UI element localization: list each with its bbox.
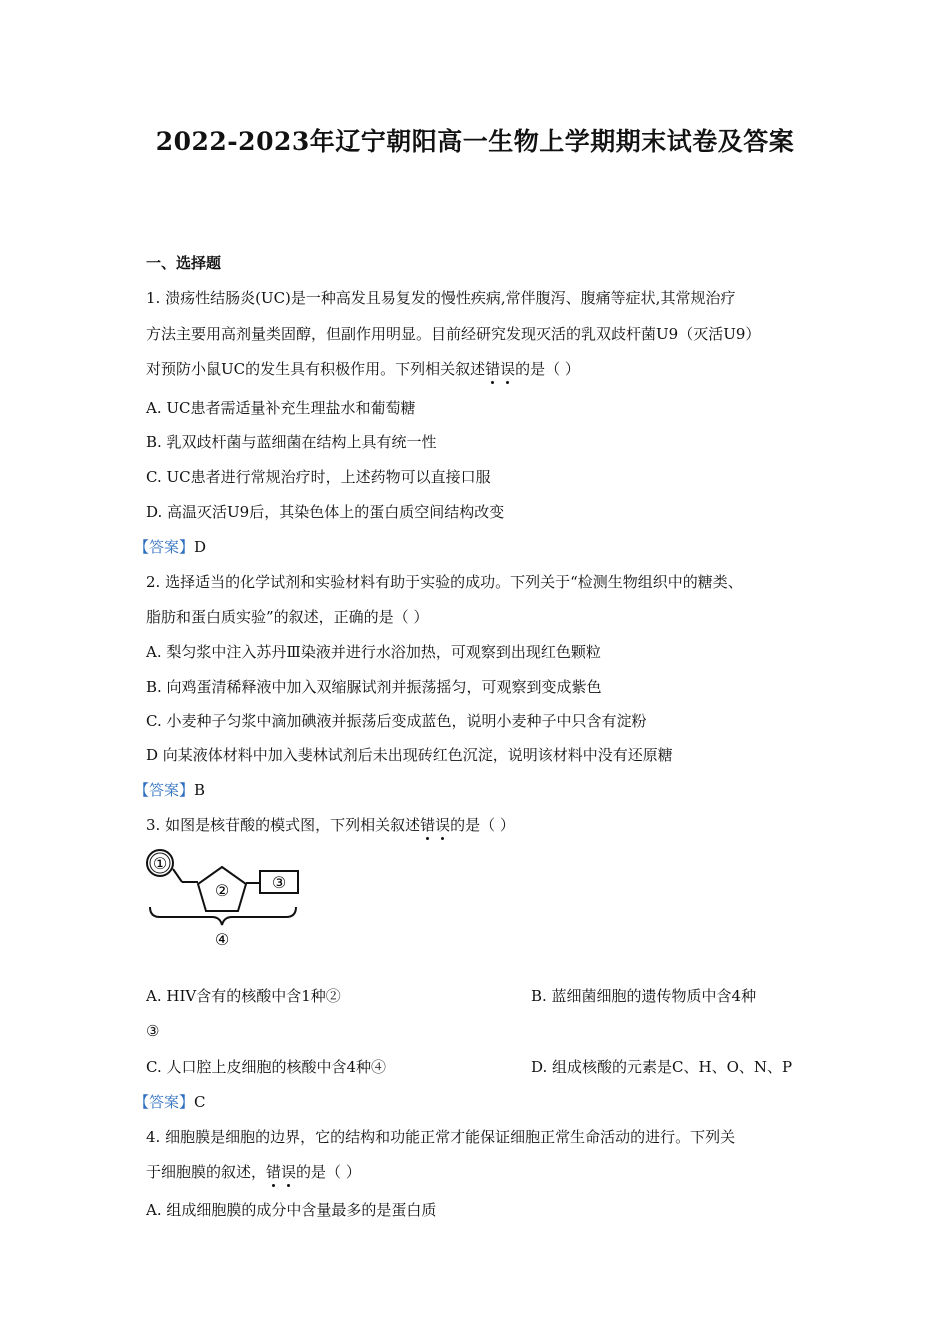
emphasis-dot-char: 误	[435, 816, 451, 834]
q3-stem-text: 3. 如图是核苷酸的模式图，下列相关叙述	[146, 816, 421, 834]
q4-option-a: A. 组成细胞膜的成分中含量最多的是蛋白质	[146, 1201, 437, 1219]
q4-stem-line1: 4. 细胞膜是细胞的边界，它的结构和功能正常才能保证细胞正常生命活动的进行。下列关	[146, 1128, 736, 1146]
answer-value: B	[194, 781, 206, 799]
emphasis-dot-char: 错	[485, 360, 501, 378]
q3-option-b: B. 蓝细菌细胞的遗传物质中含4种	[531, 987, 757, 1005]
bond-line-1	[173, 869, 182, 882]
label-3: ③	[271, 873, 287, 892]
q1-option-d: D. 高温灭活U9后，其染色体上的蛋白质空间结构改变	[146, 503, 505, 521]
label-1: ①	[152, 854, 168, 873]
q1-stem-text: 对预防小鼠UC的发生具有积极作用。下列相关叙述	[146, 360, 486, 378]
q3-option-d: D. 组成核酸的元素是C、H、O、N、P	[531, 1058, 793, 1076]
q4-stem-bracket: 的是（ ）	[296, 1163, 361, 1181]
answer-label: 【答案】	[134, 538, 195, 556]
answer-label: 【答案】	[134, 781, 195, 799]
label-2: ②	[214, 881, 230, 900]
q1-answer	[134, 537, 206, 557]
brace	[150, 907, 296, 925]
q4-stem-text: 于细胞膜的叙述，	[146, 1163, 267, 1181]
q1-stem-bracket: 的是（ ）	[515, 360, 580, 378]
q2-stem-line1: 2. 选择适当的化学试剂和实验材料有助于实验的成功。下列关于“检测生物组织中的糖类、	[146, 573, 743, 591]
emphasis-dot-char: 误	[281, 1163, 297, 1181]
q2-option-d: D 向某液体材料中加入斐林试剂后未出现砖红色沉淀，说明该材料中没有还原糖	[146, 746, 673, 764]
q1-stem-line2: 方法主要用高剂量类固醇，但副作用明显。目前经研究发现灭活的乳双歧杆菌U9（灭活U9）	[146, 325, 761, 343]
q3-option-a: A. HIV含有的核酸中含1种②	[146, 987, 341, 1005]
q1-stem-line1: 1. 溃疡性结肠炎(UC)是一种高发且易复发的慢性疾病,常伴腹泻、腹痛等症状,其常规治疗	[146, 289, 736, 307]
q2-option-b: B. 向鸡蛋清稀释液中加入双缩脲试剂并振荡摇匀，可观察到变成紫色	[146, 678, 602, 696]
emphasis-dot-char: 错	[420, 816, 436, 834]
q3-option-b-cont: ③	[146, 1022, 160, 1040]
nucleotide-diagram	[140, 845, 310, 955]
section-heading: 一、选择题	[146, 254, 222, 272]
q1-option-c: C. UC患者进行常规治疗时，上述药物可以直接口服	[146, 468, 491, 486]
answer-label: 【答案】	[134, 1093, 195, 1111]
q3-option-c: C. 人口腔上皮细胞的核酸中含4种④	[146, 1058, 387, 1076]
q1-stem-line3	[146, 359, 580, 379]
q2-answer	[134, 780, 205, 800]
page-title: 2022-2023年辽宁朝阳高一生物上学期期末试卷及答案	[155, 127, 795, 156]
q2-option-a: A. 梨匀浆中注入苏丹Ⅲ染液并进行水浴加热，可观察到出现红色颗粒	[146, 643, 601, 661]
emphasis-dot-char: 误	[500, 360, 516, 378]
q2-stem-line2: 脂肪和蛋白质实验”的叙述，正确的是（ ）	[146, 608, 429, 626]
label-4: ④	[214, 930, 230, 949]
q3-stem-line1	[146, 815, 515, 835]
emphasis-dot-char: 错	[266, 1163, 282, 1181]
q4-stem-line2	[146, 1162, 361, 1182]
q2-option-c: C. 小麦种子匀浆中滴加碘液并振荡后变成蓝色，说明小麦种子中只含有淀粉	[146, 712, 647, 730]
answer-value: C	[194, 1093, 206, 1111]
q3-stem-bracket: 的是（ ）	[450, 816, 515, 834]
answer-value: D	[194, 538, 207, 556]
q3-answer	[134, 1092, 206, 1112]
q1-option-a: A. UC患者需适量补充生理盐水和葡萄糖	[146, 399, 416, 417]
q1-option-b: B. 乳双歧杆菌与蓝细菌在结构上具有统一性	[146, 433, 437, 451]
